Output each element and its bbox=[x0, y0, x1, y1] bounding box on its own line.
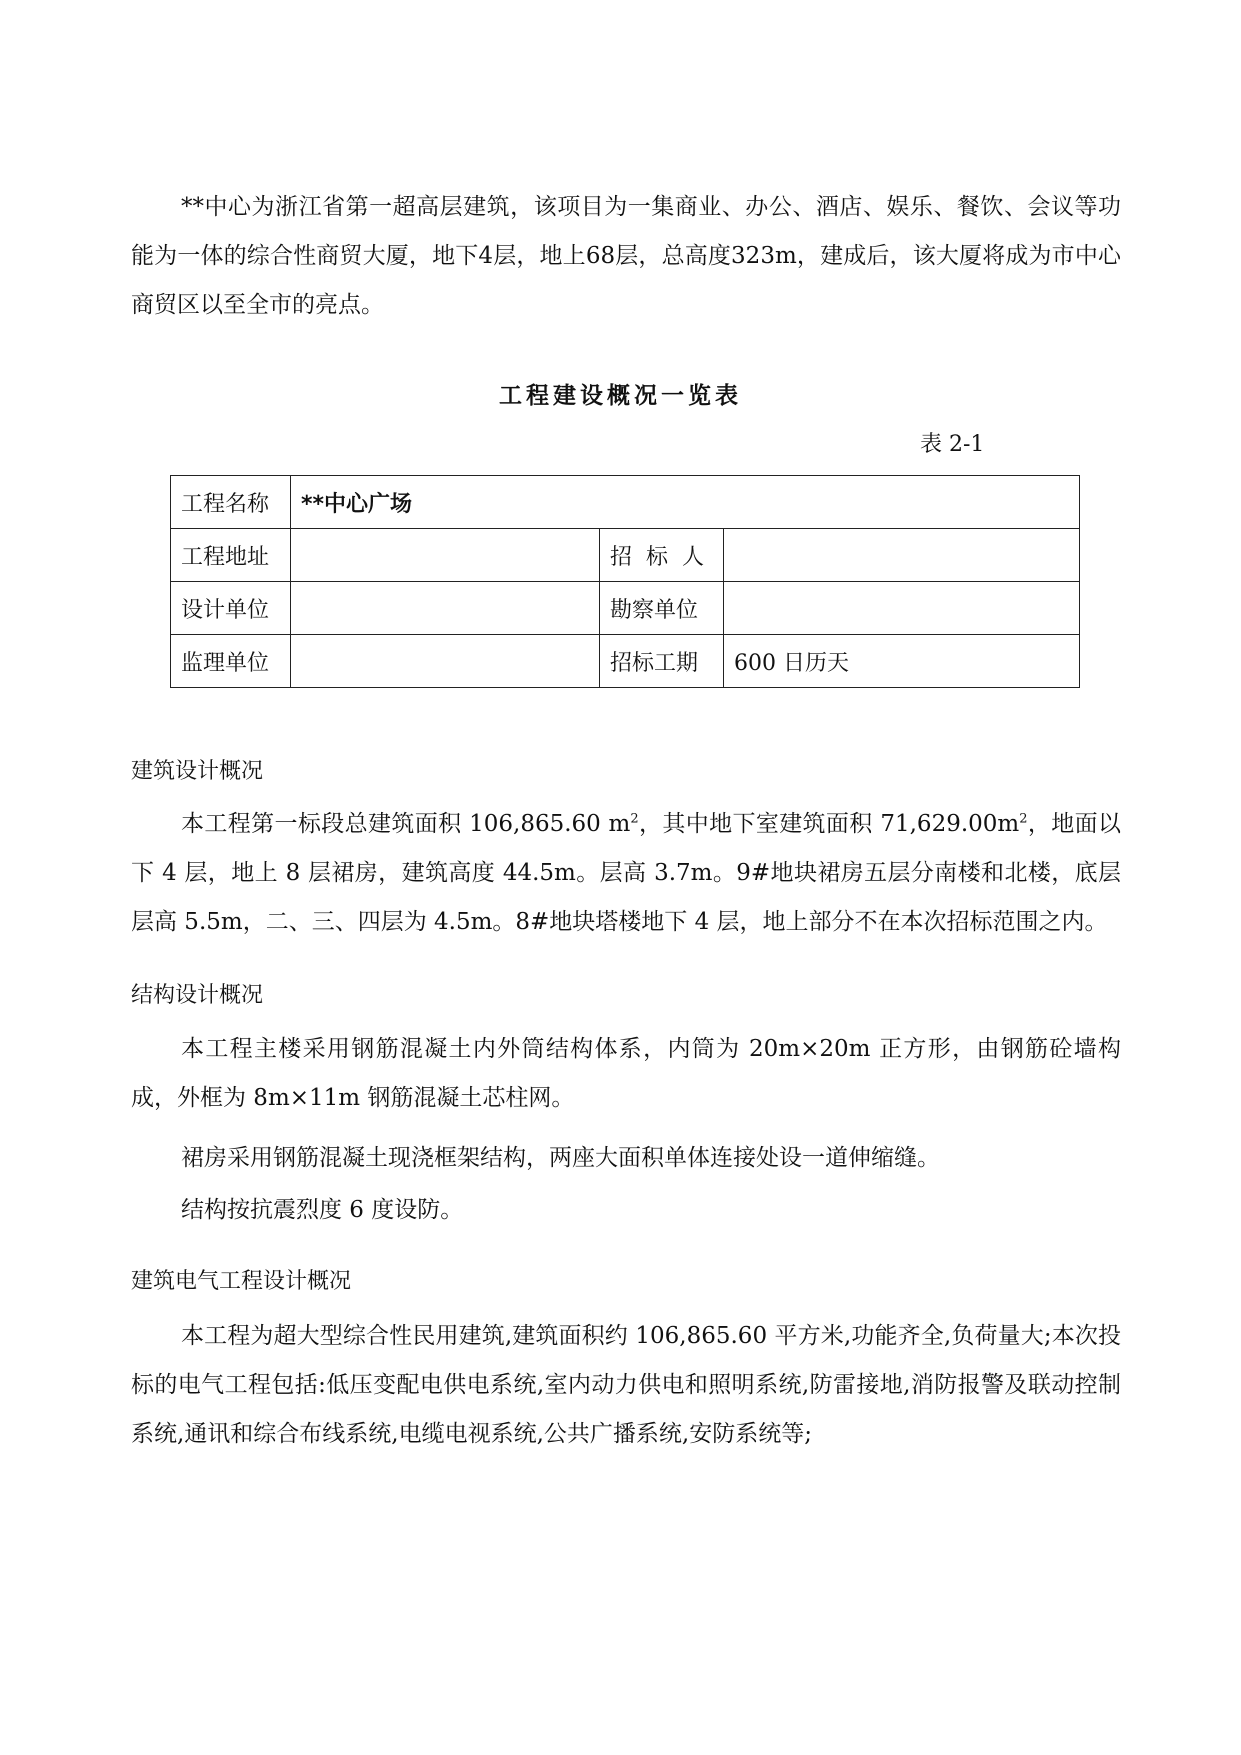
project-name-value: **中心广场 bbox=[291, 476, 1080, 529]
superscript: 2 bbox=[1019, 811, 1028, 827]
supervision-unit-label: 监理单位 bbox=[171, 635, 291, 688]
table-number: 表 2-1 bbox=[920, 432, 985, 457]
structure-paragraph-2: 裙房采用钢筋混凝土现浇框架结构，两座大面积单体连接处设一道伸缩缝。 bbox=[181, 1145, 940, 1171]
architecture-text-b: ，其中地下室建筑面积 71,629.00m bbox=[638, 811, 1020, 837]
structure-heading: 结构设计概况 bbox=[131, 983, 264, 1008]
architecture-text-a: 本工程第一标段总建筑面积 106,865.60 m bbox=[181, 811, 631, 837]
structure-paragraph-3: 结构按抗震烈度 6 度设防。 bbox=[181, 1197, 464, 1223]
survey-unit-value bbox=[724, 582, 1080, 635]
project-overview-table bbox=[170, 475, 1080, 688]
tender-period-label: 招标工期 bbox=[600, 635, 724, 688]
superscript: 2 bbox=[630, 811, 639, 827]
project-address-label: 工程地址 bbox=[171, 529, 291, 582]
structure-paragraph-1: 本工程主楼采用钢筋混凝土内外筒结构体系，内筒为 20m×20m 正方形，由钢筋砼墙构成，外框为 8m×11m 钢筋混凝土芯柱网。 bbox=[131, 1036, 1121, 1111]
supervision-unit-value bbox=[291, 635, 600, 688]
architecture-heading: 建筑设计概况 bbox=[131, 759, 264, 784]
table-row bbox=[171, 476, 1080, 529]
architecture-text-c: ，地面以下 4 层，地上 8 层裙房，建筑高度 44.5m。层高 3.7m。9#地块裙房五层分南楼和北楼，底层层高 5.5m，二、三、四层为 4.5m。8#地块塔楼地下 4 层，地上部分不在本次招标范围之内。 bbox=[131, 811, 1121, 935]
table-title: 工程建设概况一览表 bbox=[499, 383, 742, 409]
table-row bbox=[171, 529, 1080, 582]
project-address-value bbox=[291, 529, 600, 582]
table-row bbox=[171, 582, 1080, 635]
survey-unit-label: 勘察单位 bbox=[600, 582, 724, 635]
tenderer-label: 招 标 人 bbox=[600, 529, 724, 582]
table-row bbox=[171, 635, 1080, 688]
tenderer-value bbox=[724, 529, 1080, 582]
electrical-heading: 建筑电气工程设计概况 bbox=[131, 1269, 352, 1294]
tender-period-value: 600 日历天 bbox=[724, 635, 1080, 688]
electrical-paragraph: 本工程为超大型综合性民用建筑,建筑面积约 106,865.60 平方米,功能齐全,负荷量大;本次投标的电气工程包括:低压变配电供电系统,室内动力供电和照明系统,防雷接地,消防报警及联动控制系统,通讯和综合布线系统,电缆电视系统,公共广播系统,安防系统等; bbox=[131, 1323, 1121, 1447]
project-name-label: 工程名称 bbox=[171, 476, 291, 529]
intro-paragraph: **中心为浙江省第一超高层建筑，该项目为一集商业、办公、酒店、娱乐、餐饮、会议等功能为一体的综合性商贸大厦，地下4层，地上68层，总高度323m，建成后，该大厦将成为市中心商贸区以至全市的亮点。 bbox=[131, 194, 1121, 318]
architecture-paragraph bbox=[131, 800, 1121, 947]
design-unit-label: 设计单位 bbox=[171, 582, 291, 635]
design-unit-value bbox=[291, 582, 600, 635]
